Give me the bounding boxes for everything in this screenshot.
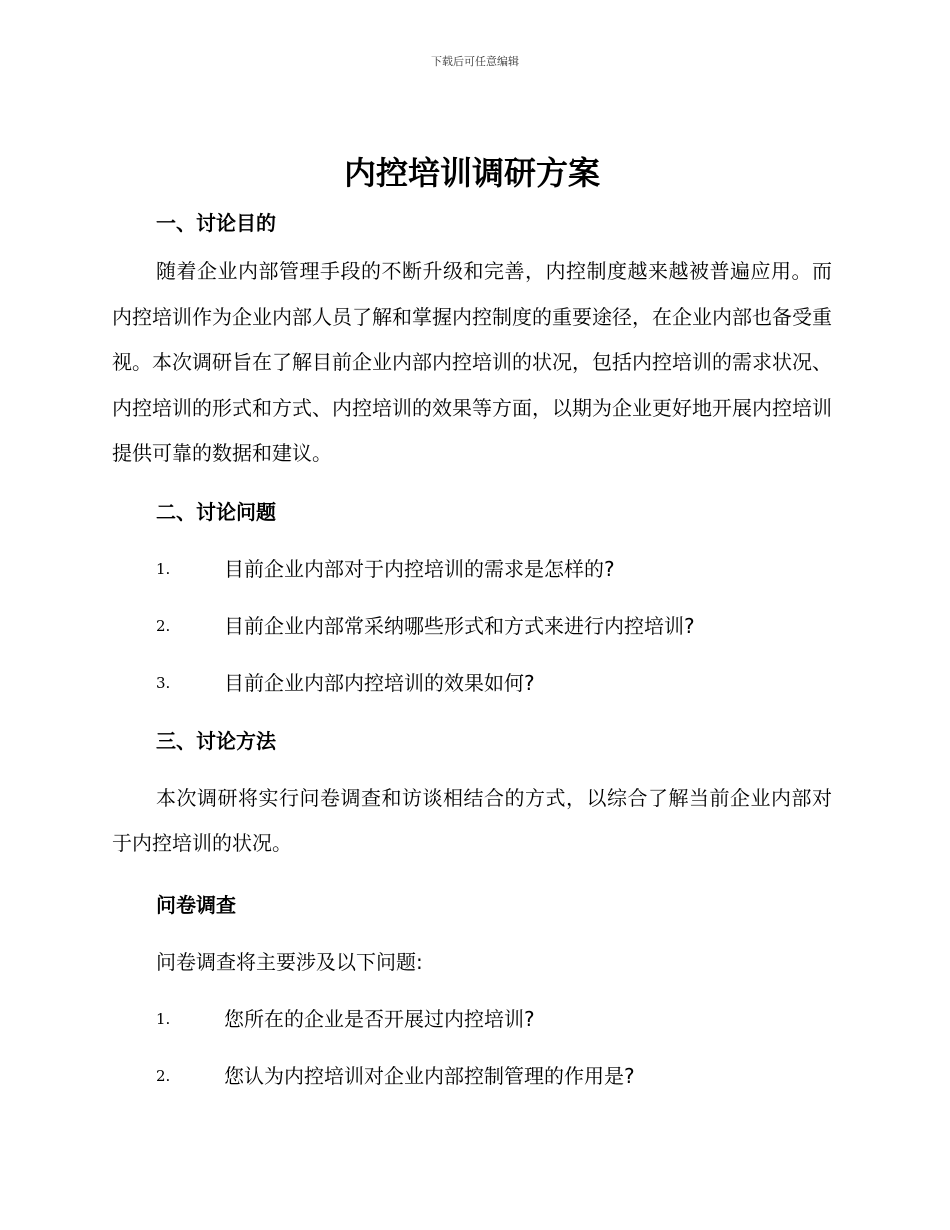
- survey-question-list: [112, 1004, 832, 1091]
- section-paragraph-purpose: 随着企业内部管理手段的不断升级和完善，内控制度越来越被普遍应用。而内控培训作为企业内部人员了解和掌握内控制度的重要途径，在企业内部也备受重视。本次调研旨在了解目前企业内部内控培训的状况，包括内控培训的需求状况、内控培训的形式和方式、内控培训的效果等方面，以期为企业更好地开展内控培训提供可靠的数据和建议。: [112, 259, 832, 465]
- survey-intro: 问卷调查将主要涉及以下问题:: [156, 949, 423, 974]
- list-item: [112, 554, 832, 584]
- list-item-number: 2.: [156, 1066, 171, 1085]
- section-heading-methods: 三、讨论方法: [156, 728, 276, 753]
- question-list: [112, 554, 832, 698]
- document-body: [112, 150, 832, 1091]
- subsection-heading-survey: 问卷调查: [156, 892, 236, 917]
- section-heading-purpose: 一、讨论目的: [156, 211, 276, 235]
- list-item-number: 1.: [156, 559, 171, 578]
- list-item-number: 2.: [156, 616, 171, 635]
- section-paragraph-methods: 本次调研将实行问卷调查和访谈相结合的方式，以综合了解当前企业内部对于内控培训的状况。: [112, 785, 832, 855]
- list-item-text: 您所在的企业是否开展过内控培训?: [224, 1006, 535, 1031]
- document-title: 内控培训调研方案: [343, 154, 600, 192]
- list-item-text: 目前企业内部对于内控培训的需求是怎样的?: [224, 556, 615, 581]
- list-item: [112, 611, 832, 641]
- list-item: [112, 1004, 832, 1034]
- list-item-text: 目前企业内部内控培训的效果如何?: [224, 670, 535, 695]
- list-item-number: 3.: [156, 673, 171, 692]
- list-item: [112, 668, 832, 698]
- list-item-text: 您认为内控培训对企业内部控制管理的作用是?: [224, 1063, 635, 1088]
- list-item-text: 目前企业内部常采纳哪些形式和方式来进行内控培训?: [224, 613, 695, 638]
- list-item-number: 1.: [156, 1009, 171, 1028]
- page-header-note: 下载后可任意编辑: [431, 55, 519, 68]
- list-item: [112, 1061, 832, 1091]
- section-heading-questions: 二、讨论问题: [156, 499, 276, 524]
